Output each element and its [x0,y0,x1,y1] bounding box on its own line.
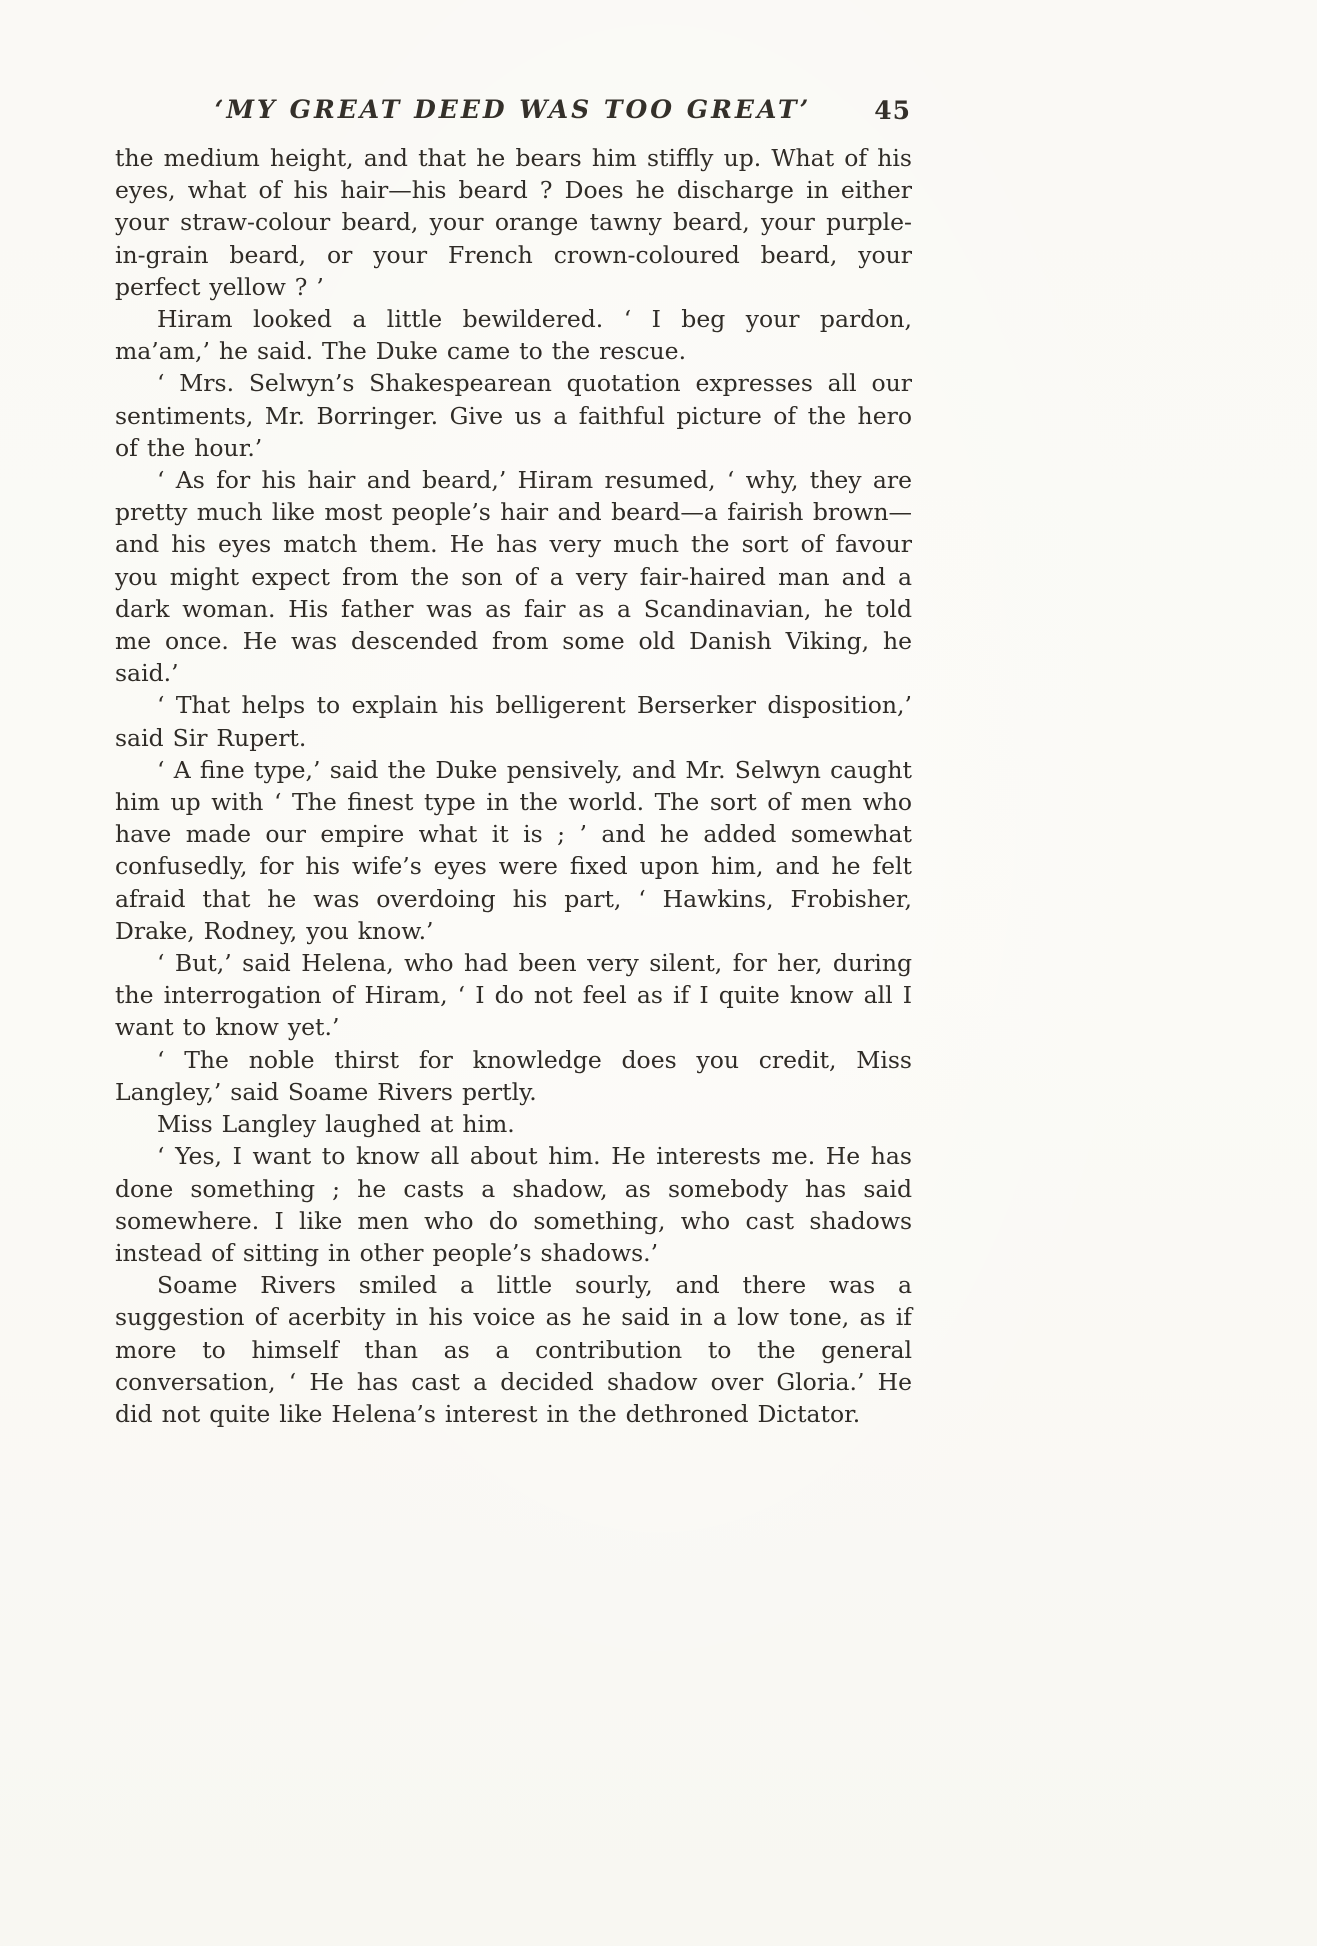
paragraph: ‘ A fine type,’ said the Duke pensively, and Mr. Selwyn caught him up with ‘ The finest type in the world. The sort of men who have made our empire what it is ; ’ and he added somewhat confusedly, for his wife’s eyes were fixed upon him, and he felt afraid that he was overdoing his part, ‘ Hawkins, Frobisher, Drake, Rodney, you know.’ [115,755,912,945]
paragraph: ‘ That helps to explain his belligerent Berserker disposition,’ said Sir Rupert. [115,691,912,752]
paragraph: the medium height, and that he bears him stiffly up. What of his eyes, what of his hair—his beard ? Does he discharge in either your straw-colour beard, your orange tawny beard, your purple-in-grain beard, or your French crown-coloured beard, your perfect yellow ? ’ [115,144,912,301]
paragraph: Hiram looked a little bewildered. ‘ I beg your pardon, ma’am,’ he said. The Duke came to the rescue. [115,305,912,366]
page-body [115,142,912,1430]
paragraph: ‘ Mrs. Selwyn’s Shakespearean quotation expresses all our sentiments, Mr. Borringer. Give us a faithful picture of the hero of the hour.’ [115,369,912,462]
page-header [115,95,911,129]
paragraph: ‘ But,’ said Helena, who had been very silent, for her, during the interrogation of Hiram, ‘ I do not feel as if I quite know all I want to know yet.’ [115,949,912,1042]
running-title: ‘MY GREAT DEED WAS TOO GREAT’ [214,95,812,124]
paragraph: Miss Langley laughed at him. [157,1110,515,1139]
paragraph: ‘ As for his hair and beard,’ Hiram resumed, ‘ why, they are pretty much like most people’s hair and beard—a fairish brown—and his eyes match them. He has very much the sort of favour you might expect from the son of a very fair-haired man and a dark woman. His father was as fair as a Scandinavian, he told me once. He was descended from some old Danish Viking, he said.’ [115,466,912,688]
paragraph: Soame Rivers smiled a little sourly, and there was a suggestion of acerbity in his voice as he said in a low tone, as if more to himself than as a contribution to the general conversation, ‘ He has cast a decided shadow over Gloria.’ He did not quite like Helena’s interest in the dethroned Dictator. [115,1271,912,1428]
paragraph: ‘ Yes, I want to know all about him. He interests me. He has done something ; he casts a shadow, as somebody has said somewhere. I like men who do something, who cast shadows instead of sitting in other people’s shadows.’ [115,1142,912,1267]
page-number: 45 [874,96,911,125]
paragraph: ‘ The noble thirst for knowledge does you credit, Miss Langley,’ said Soame Rivers pertly. [115,1045,912,1106]
